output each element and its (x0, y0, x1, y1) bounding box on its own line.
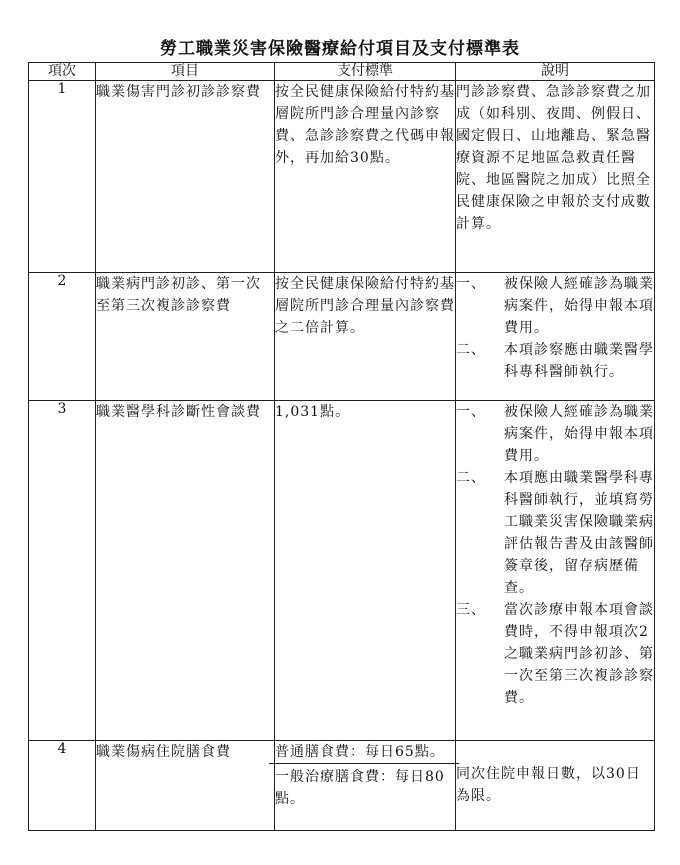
row-description (456, 741, 655, 831)
row-description (456, 273, 655, 401)
list-item-text: 當次診療申報本項會談費時，不得申報項次2之職業病門診初診、第一次至第三次複診診察費。 (504, 602, 654, 706)
row-standard: 按全民健康保險給付特約基層院所門診合理量內診察費之二倍計算。 (275, 273, 456, 401)
table-row (29, 81, 655, 273)
list-item-number: 一、 (456, 276, 486, 292)
row-standard: 1,031點。 (275, 401, 456, 741)
list-item-number: 三、 (456, 602, 486, 618)
list-item (456, 273, 654, 339)
header-no: 項次 (29, 63, 96, 81)
list-item (456, 467, 654, 599)
list-item (456, 339, 654, 383)
row-item: 職業病門診初診、第一次至第三次複診診察費 (96, 273, 275, 401)
row-description-text: 同次住院申報日數，以30日為限。 (456, 766, 641, 804)
table-row (29, 741, 655, 831)
list-item-text: 被保險人經確診為職業病案件，始得申報本項費用。 (504, 276, 654, 336)
table-row (29, 401, 655, 741)
list-item-text: 被保險人經確診為職業病案件，始得申報本項費用。 (504, 404, 654, 464)
row-description (456, 401, 655, 741)
row-standard (275, 741, 456, 831)
list-item (456, 401, 654, 467)
row-item: 職業醫學科診斷性會談費 (96, 401, 275, 741)
row-description: 門診診察費、急診診察費之加成（如科別、夜間、例假日、國定假日、山地離島、緊急醫療資源不足地區急救責任醫院、地區醫院之加成）比照全民健康保險之申報於支付成數計算。 (456, 81, 655, 273)
table-row (29, 273, 655, 401)
row-item: 職業傷病住院膳食費 (96, 741, 275, 831)
list-item (456, 599, 654, 709)
standard-part-regular-meal: 普通膳食費：每日65點。 (275, 744, 445, 760)
document-title: 勞工職業災害保險醫療給付項目及支付標準表 (160, 39, 520, 59)
list-item-number: 一、 (456, 404, 486, 420)
row-item: 職業傷害門診初診診察費 (96, 81, 275, 273)
list-item-text: 本項診察應由職業醫學科專科醫師執行。 (504, 342, 654, 380)
row-no: 4 (29, 741, 96, 831)
standard-part-therapeutic-meal: 一般治療膳食費：每日80點。 (269, 763, 459, 812)
header-item: 項目 (96, 63, 275, 81)
header-description: 說明 (456, 63, 655, 81)
table-header-row (29, 63, 655, 81)
row-no: 1 (29, 81, 96, 273)
row-standard: 按全民健康保險給付特約基層院所門診合理量內診察費、急診診察費之代碼申報外，再加給30點。 (275, 81, 456, 273)
payment-standard-table (28, 62, 655, 831)
list-item-number: 二、 (456, 470, 486, 486)
row-no: 3 (29, 401, 96, 741)
row-no: 2 (29, 273, 96, 401)
header-standard: 支付標準 (275, 63, 456, 81)
list-item-text: 本項應由職業醫學科專科醫師執行，並填寫勞工職業災害保險職業病評估報告書及由該醫師簽章後，留存病歷備查。 (504, 470, 654, 596)
list-item-number: 二、 (456, 342, 486, 358)
